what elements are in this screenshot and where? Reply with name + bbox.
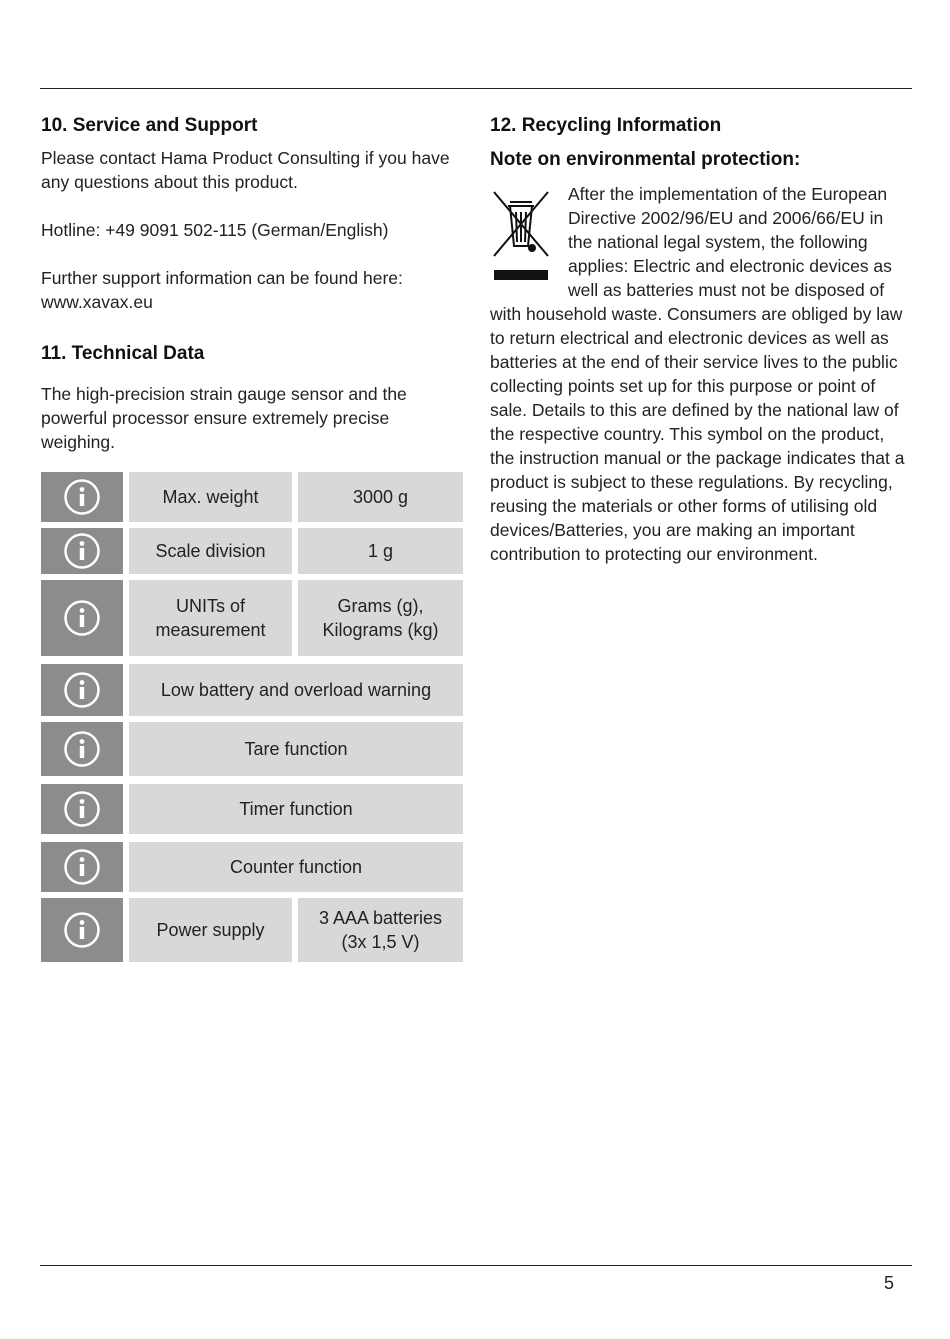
bottom-rule <box>40 1265 912 1266</box>
section-11-title: 11. Technical Data <box>41 343 205 364</box>
info-icon <box>41 528 123 574</box>
section-10-intro: Please contact Hama Product Consulting if you have any questions about this product. <box>41 148 450 192</box>
info-icon <box>41 664 123 716</box>
table-row <box>41 722 463 776</box>
row-label: Timer function <box>129 784 463 834</box>
row-label: Scale division <box>129 528 292 574</box>
top-rule <box>40 88 912 89</box>
right-column <box>490 114 912 566</box>
section-12-title: 12. Recycling Information <box>490 115 722 136</box>
row-label: Tare function <box>129 722 463 776</box>
section-10-hotline: Hotline: +49 9091 502-115 (German/English) <box>41 220 389 240</box>
table-row <box>41 580 463 656</box>
table-row <box>41 528 463 574</box>
table-row <box>41 898 463 962</box>
section-10-title: 10. Service and Support <box>41 115 258 136</box>
table-row <box>41 664 463 716</box>
info-icon <box>41 580 123 656</box>
table-row <box>41 842 463 892</box>
left-column <box>41 114 463 962</box>
page-number: 5 <box>883 1273 894 1293</box>
info-icon <box>41 842 123 892</box>
section-12-text: After the implementation of the European Directive 2002/96/EU and 2006/66/EU in the national legal system, the following applies: Electric and electronic devices as well as batteries must not be disposed of with household waste. Consumers are obliged by law to return electrical and electronic devices as well as batteries at the end of their service lives to the public collecting points set up for this purpose or point of sale. Details to this are defined by the national law of the respective country. This symbol on the product, the instruction manual or the package indicates that a product is subject to these regulations. By recycling, reusing the materials or other forms of utilising old devices/Batteries, you are making an important contribution to protecting our environment. <box>490 184 905 564</box>
row-value: 3000 g <box>298 472 463 522</box>
tech-data-table <box>41 472 463 962</box>
row-label: UNITs of measurement <box>129 580 292 656</box>
row-label: Counter function <box>129 842 463 892</box>
info-icon <box>41 722 123 776</box>
row-label: Max. weight <box>129 472 292 522</box>
section-10-further: Further support information can be found here: www.xavax.eu <box>41 268 403 312</box>
row-label: Low battery and overload warning <box>129 664 463 716</box>
crossed-bin-icon <box>490 188 552 292</box>
recycling-block <box>490 182 912 566</box>
row-label: Power supply <box>129 898 292 962</box>
info-icon <box>41 472 123 522</box>
info-icon <box>41 784 123 834</box>
table-row <box>41 472 463 522</box>
row-value: 1 g <box>298 528 463 574</box>
section-11-intro: The high-precision strain gauge sensor and the powerful processor ensure extremely precise weighing. <box>41 384 407 452</box>
table-row <box>41 784 463 834</box>
row-value: 3 AAA batteries (3x 1,5 V) <box>298 898 463 962</box>
section-12-subtitle: Note on environmental protection: <box>490 149 801 170</box>
row-value: Grams (g), Kilograms (kg) <box>298 580 463 656</box>
info-icon <box>41 898 123 962</box>
